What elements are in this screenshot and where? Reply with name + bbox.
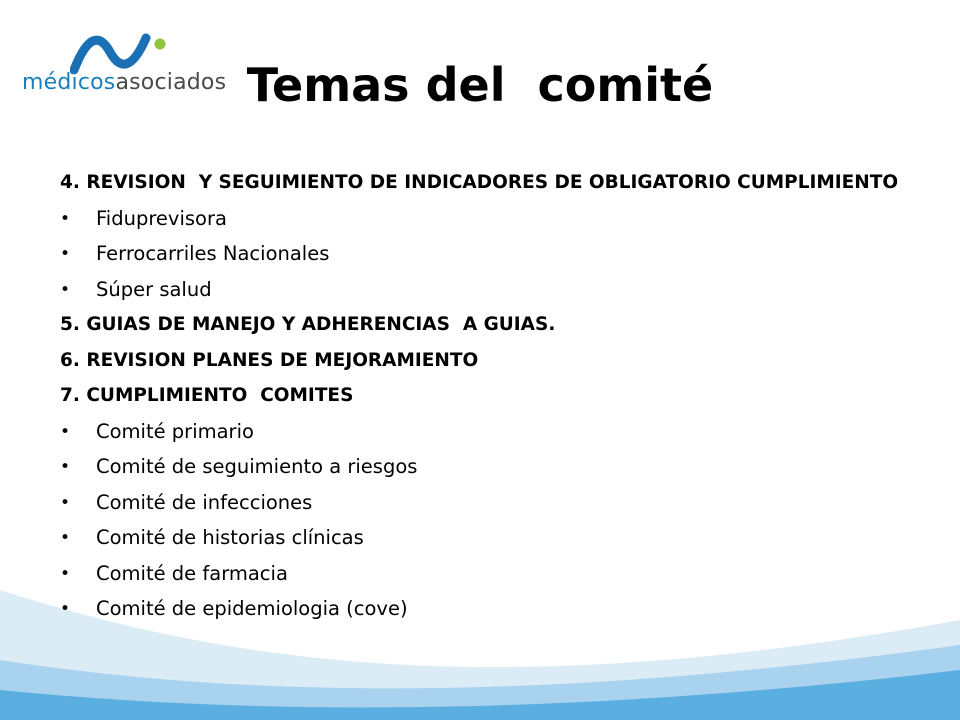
bullet-text: Comité de seguimiento a riesgos: [96, 455, 418, 478]
bullet-item: [60, 208, 920, 230]
bullet-text: Ferrocarriles Nacionales: [96, 242, 330, 265]
bullet-dot-icon: •: [60, 457, 71, 477]
bullet-dot-icon: •: [60, 279, 71, 300]
section-heading: 6. REVISION PLANES DE MEJORAMIENTO: [60, 349, 479, 371]
bullet-dot-icon: •: [60, 208, 71, 229]
bullet-item: [60, 527, 920, 549]
bullet-item: [60, 243, 920, 265]
bullet-dot-icon: •: [60, 528, 71, 548]
bullet-item: [60, 421, 920, 443]
bullet-text: Fiduprevisora: [96, 206, 227, 230]
bullet-dot-icon: •: [60, 492, 71, 513]
bullet-item: [60, 598, 920, 620]
logo-text-medicos: médicos: [22, 70, 116, 95]
bullet-item: [60, 456, 920, 478]
bullet-dot-icon: •: [60, 599, 71, 619]
bullet-item: [60, 279, 920, 301]
slide-title: Temas del comité: [246, 58, 714, 112]
bullet-text: Comité de historias clínicas: [96, 526, 364, 549]
bullet-item: [60, 563, 920, 585]
section-heading: 7. CUMPLIMIENTO COMITES: [60, 385, 354, 406]
bullet-text: Comité de farmacia: [96, 561, 288, 585]
section-heading: 5. GUIAS DE MANEJO Y ADHERENCIAS A GUIAS.: [60, 314, 556, 335]
bullet-item: [60, 492, 920, 514]
bullet-text: Comité de epidemiologia (cove): [96, 597, 408, 620]
bullet-dot-icon: •: [60, 244, 71, 264]
slide-content: [60, 172, 920, 634]
bullet-text: Súper salud: [96, 277, 212, 301]
bullet-text: Comité de infecciones: [96, 490, 313, 514]
logo-text-asociados: asociados: [115, 70, 227, 95]
bullet-dot-icon: •: [60, 563, 71, 584]
section-heading: 4. REVISION Y SEGUIMIENTO DE INDICADORES DE OBLIGATORIO CUMPLIMIENTO: [60, 172, 899, 193]
bullet-text: Comité primario: [96, 419, 254, 443]
bullet-dot-icon: •: [60, 421, 71, 442]
